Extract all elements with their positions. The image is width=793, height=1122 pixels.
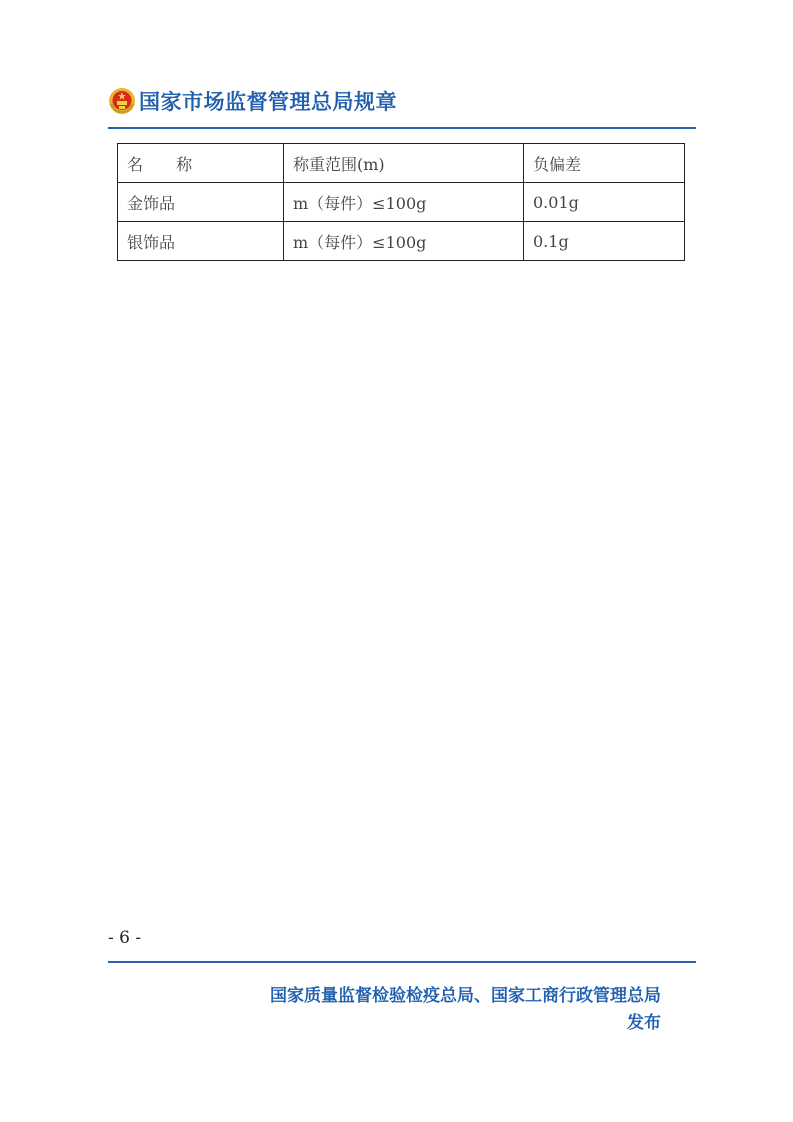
table-row bbox=[118, 183, 685, 222]
table-header-row bbox=[118, 144, 685, 183]
footer-divider bbox=[108, 961, 696, 963]
tolerance-table bbox=[117, 143, 685, 261]
column-header-name: 名 称 bbox=[118, 144, 284, 183]
header-divider bbox=[108, 127, 696, 129]
table-cell: 银饰品 bbox=[118, 222, 284, 261]
page-header bbox=[108, 86, 397, 116]
publisher-line-2: 发布 bbox=[627, 1013, 661, 1033]
publisher-line-1: 国家质量监督检验检疫总局、国家工商行政管理总局 bbox=[270, 986, 661, 1006]
header-title: 国家市场监督管理总局规章 bbox=[139, 90, 397, 114]
table-cell: 0.01g bbox=[524, 183, 685, 222]
table-row bbox=[118, 222, 685, 261]
national-emblem-icon bbox=[108, 87, 136, 115]
table-cell: 金饰品 bbox=[118, 183, 284, 222]
column-header-negative-tolerance: 负偏差 bbox=[524, 144, 685, 183]
footer-publisher bbox=[201, 983, 661, 1037]
page-number: - 6 - bbox=[108, 928, 142, 948]
column-header-weight-range: 称重范围(m) bbox=[284, 144, 524, 183]
table-cell: m（每件）≤100g bbox=[284, 222, 524, 261]
table-cell: m（每件）≤100g bbox=[284, 183, 524, 222]
table-cell: 0.1g bbox=[524, 222, 685, 261]
